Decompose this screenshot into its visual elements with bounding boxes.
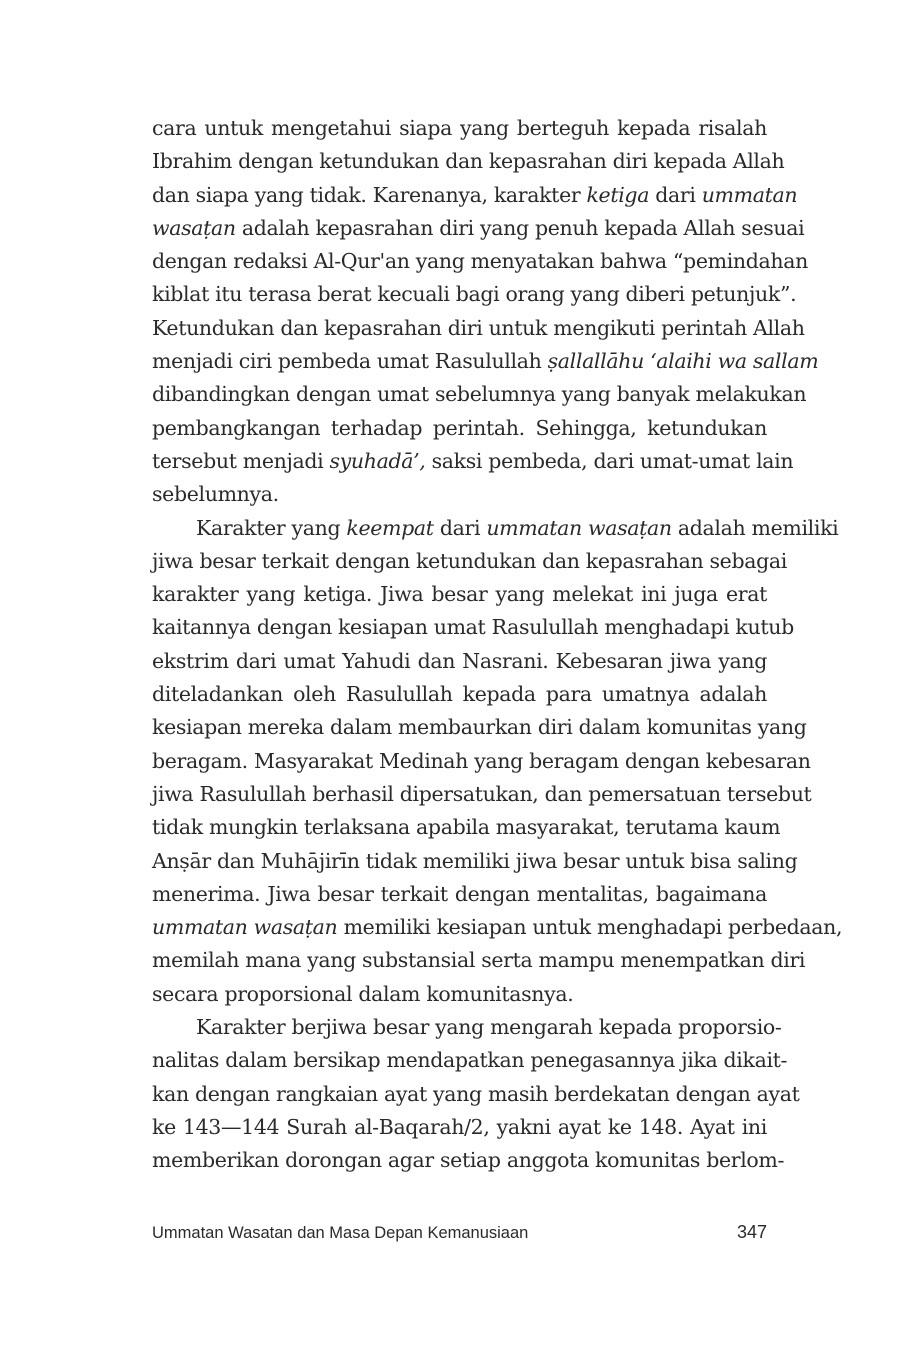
- text-run: kaitannya dengan kesiapan umat Rasulullah menghadapi kutub: [152, 615, 794, 640]
- text-line: [152, 245, 808, 278]
- text-run: memiliki kesiapan untuk menghadapi perbedaan,: [337, 915, 843, 940]
- text-run: Karakter berjiwa besar yang mengarah kepada proporsio-: [196, 1015, 782, 1040]
- text-run: memberikan dorongan agar setiap anggota komunitas berlom-: [152, 1148, 785, 1173]
- text-line: [152, 878, 767, 911]
- running-footer-title: Ummatan Wasatan dan Masa Depan Kemanusiaan: [152, 1224, 529, 1242]
- text-run: tidak mungkin terlaksana apabila masyarakat, terutama kaum: [152, 815, 781, 840]
- text-line: [152, 545, 787, 578]
- text-run: saksi pembeda, dari umat-umat lain: [425, 448, 794, 473]
- text-run: Ketundukan dan kepasrahan diri untuk mengikuti perintah Allah: [152, 315, 805, 340]
- text-line: [152, 1078, 800, 1111]
- text-run: dari: [649, 182, 702, 207]
- text-run: nalitas dalam bersikap mendapatkan penegasannya jika dikait-: [152, 1048, 788, 1073]
- text-line: [152, 345, 819, 378]
- body-text: [152, 112, 843, 1178]
- text-line: [152, 512, 839, 545]
- text-run: memilah mana yang substansial serta mampu menempatkan diri: [152, 948, 806, 973]
- text-run: Anṣār dan Muhājirīn tidak memiliki jiwa besar untuk bisa saling: [152, 848, 798, 873]
- italic-term: wasaṭan: [152, 215, 236, 240]
- text-run: beragam. Masyarakat Medinah yang beragam dengan kebesaran: [152, 748, 811, 773]
- text-run: jiwa Rasulullah berhasil dipersatukan, dan pemersatuan tersebut: [152, 781, 812, 806]
- text-line: [152, 745, 811, 778]
- text-run: kiblat itu terasa berat kecuali bagi orang yang diberi petunjuk”.: [152, 282, 797, 307]
- text-line: [152, 412, 767, 445]
- text-run: dan siapa yang tidak. Karenanya, karakter: [152, 182, 587, 207]
- text-run: jiwa besar terkait dengan ketundukan dan kepasrahan sebagai: [152, 548, 787, 573]
- text-line: [152, 1044, 788, 1077]
- text-run: tersebut menjadi: [152, 448, 330, 473]
- italic-term: ṣallallāhu ‘alaihi wa sallam: [547, 349, 819, 374]
- text-line: [152, 911, 843, 944]
- text-line: [152, 944, 806, 977]
- text-run: kesiapan mereka dalam membaurkan diri dalam komunitas yang: [152, 715, 807, 740]
- text-run: kan dengan rangkaian ayat yang masih berdekatan dengan ayat: [152, 1081, 800, 1106]
- italic-term: syuhadā’,: [329, 448, 426, 473]
- italic-term: ketiga: [586, 182, 650, 207]
- text-run: dengan redaksi Al-Qur'an yang menyatakan bahwa “pemindahan: [152, 249, 808, 274]
- text-line: [152, 312, 805, 345]
- text-line: [152, 1011, 782, 1044]
- text-run: adalah kepasrahan diri yang penuh kepada Allah sesuai: [235, 215, 805, 240]
- text-line: [152, 711, 807, 744]
- text-line: [152, 778, 812, 811]
- text-line: [152, 578, 767, 611]
- italic-term: ummatan wasaṭan: [486, 515, 672, 540]
- text-run: dari: [433, 515, 487, 540]
- text-line: [152, 445, 794, 478]
- text-run: Ibrahim dengan ketundukan dan kepasrahan diri kepada Allah: [152, 149, 785, 174]
- text-line: [152, 611, 794, 644]
- text-run: dibandingkan dengan umat sebelumnya yang banyak melakukan: [152, 382, 807, 407]
- text-run: adalah memiliki: [671, 515, 839, 540]
- text-line: [152, 1111, 767, 1144]
- text-run: karakter yang ketiga. Jiwa besar yang melekat ini juga erat: [152, 582, 767, 607]
- text-run: diteladankan oleh Rasulullah kepada para umatnya adalah: [152, 682, 767, 707]
- text-run: menerima. Jiwa besar terkait dengan mentalitas, bagaimana: [152, 881, 767, 906]
- text-line: [152, 478, 767, 511]
- text-line: [152, 645, 767, 678]
- text-run: ekstrim dari umat Yahudi dan Nasrani. Kebesaran jiwa yang: [152, 648, 767, 673]
- text-run: menjadi ciri pembeda umat Rasulullah: [152, 349, 548, 374]
- text-line: [152, 145, 785, 178]
- text-line: [152, 811, 781, 844]
- text-line: [152, 978, 767, 1011]
- text-run: cara untuk mengetahui siapa yang berteguh kepada risalah: [152, 116, 767, 140]
- text-line: [152, 278, 797, 311]
- text-line: [152, 378, 807, 411]
- text-line: [152, 845, 798, 878]
- text-run: pembangkangan terhadap perintah. Sehingga, ketundukan: [152, 415, 767, 440]
- text-line: [152, 1144, 785, 1177]
- text-line: [152, 212, 805, 245]
- page-number: 347: [736, 1222, 767, 1242]
- italic-term: ummatan wasaṭan: [152, 915, 338, 940]
- italic-term: keempat: [346, 515, 434, 540]
- text-run: Karakter yang: [196, 515, 347, 540]
- text-line: [152, 179, 798, 212]
- text-line: [152, 112, 767, 145]
- italic-term: ummatan: [701, 182, 798, 207]
- text-run: secara proporsional dalam komunitasnya.: [152, 981, 574, 1006]
- text-line: [152, 678, 767, 711]
- text-run: ke 143—144 Surah al-Baqarah/2, yakni ayat ke 148. Ayat ini: [152, 1114, 767, 1139]
- text-run: sebelumnya.: [152, 482, 279, 507]
